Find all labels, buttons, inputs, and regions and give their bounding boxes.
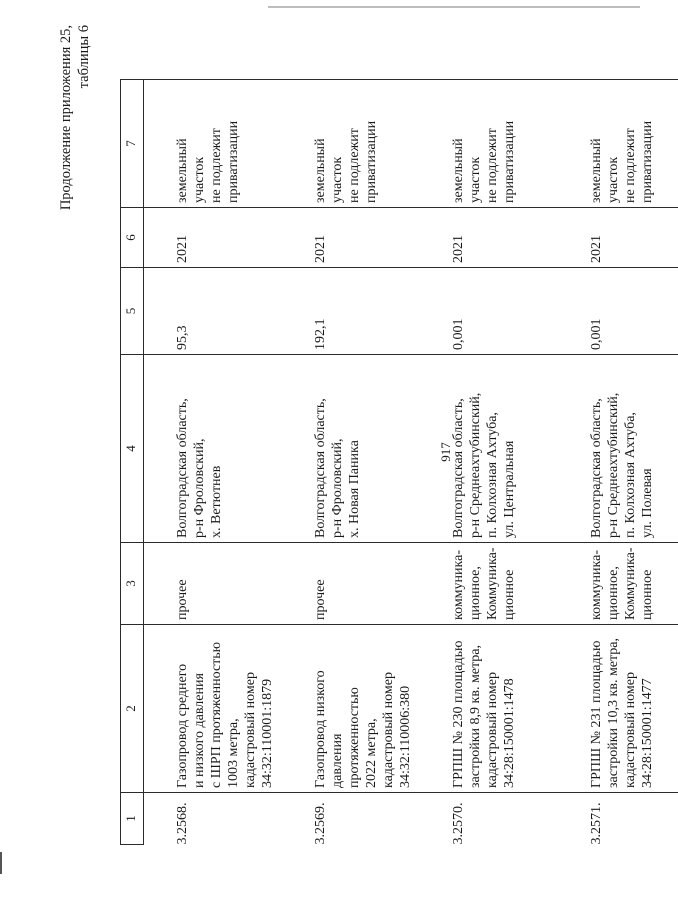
object-name-line: протяженностью: [347, 687, 362, 788]
col-num-7: 7: [121, 80, 144, 208]
category-line: не подлежит: [347, 128, 362, 203]
address-line: р-н Среднеахтубинский,: [606, 392, 621, 538]
address-line: п. Колхозная Ахтуба,: [485, 412, 500, 538]
object-name-line: 34:28:150001:1478: [502, 678, 517, 788]
address-line: Волгоградская область,: [589, 398, 604, 538]
cell-address: [420, 355, 558, 543]
category-line: приватизации: [502, 120, 517, 203]
address-line: х. Новая Паника: [347, 440, 362, 538]
cell-object-name: [420, 625, 558, 793]
cell-year: 2021: [420, 208, 558, 268]
continuation-line-2: таблицы 6: [76, 25, 92, 89]
object-name-line: 2022 метра,: [364, 718, 379, 788]
purpose-line: ционное,: [606, 566, 621, 620]
category-line: приватизации: [226, 120, 241, 203]
property-table: [120, 79, 678, 845]
cell-purpose: [144, 543, 283, 625]
object-name-line: кадастровый номер: [623, 672, 638, 788]
category-line: участок: [330, 156, 345, 203]
object-name-line: кадастровый номер: [381, 672, 396, 788]
cell-object-name: [282, 625, 420, 793]
object-name-line: давления: [330, 733, 345, 788]
cell-category: [144, 80, 283, 208]
cell-row-number: 3.2570.: [420, 793, 558, 845]
cell-address: [558, 355, 678, 543]
cell-year: 2021: [282, 208, 420, 268]
cell-row-number: 3.2569.: [282, 793, 420, 845]
purpose-line: Коммуника-: [623, 547, 638, 620]
purpose-line: ционное,: [468, 566, 483, 620]
cell-year: 2021: [144, 208, 283, 268]
cell-area: 0,001: [558, 268, 678, 355]
col-num-2: 2: [121, 625, 144, 793]
purpose-line: прочее: [175, 579, 190, 620]
category-line: земельный: [175, 138, 190, 203]
cell-address: [282, 355, 420, 543]
object-name-line: 1003 метра,: [226, 718, 241, 788]
address-line: р-н Среднеахтубинский,: [468, 392, 483, 538]
object-name-line: кадастровый номер: [485, 672, 500, 788]
address-line: Волгоградская область,: [175, 398, 190, 538]
object-name-line: застройки 10,3 кв. метра,: [606, 637, 621, 788]
table-row: [420, 80, 558, 845]
object-name-line: кадастровый номер: [243, 672, 258, 788]
table-row: [558, 80, 678, 845]
object-name-line: ГРПШ № 231 площадью: [589, 640, 604, 788]
col-num-1: 1: [121, 793, 144, 845]
col-num-3: 3: [121, 543, 144, 625]
continuation-header: [57, 25, 93, 285]
cell-purpose: [282, 543, 420, 625]
cell-address: [144, 355, 283, 543]
cell-category: [282, 80, 420, 208]
category-line: участок: [192, 156, 207, 203]
cell-purpose: [420, 543, 558, 625]
category-line: участок: [468, 156, 483, 203]
address-line: р-н Фроловский,: [192, 438, 207, 538]
address-line: Волгоградская область,: [451, 398, 466, 538]
continuation-line-1: Продолжение приложения 25,: [58, 25, 74, 211]
category-line: земельный: [451, 138, 466, 203]
cell-object-name: [558, 625, 678, 793]
purpose-line: коммуника-: [589, 550, 604, 620]
object-name-line: с ШРП протяженностью: [209, 641, 224, 788]
object-name-line: и низкого давления: [192, 673, 207, 788]
object-name-line: Газопровод низкого: [313, 670, 328, 788]
cell-area: 95,3: [144, 268, 283, 355]
address-line: х. Ветютнев: [209, 465, 224, 538]
table-row: [282, 80, 420, 845]
object-name-line: Газопровод среднего: [175, 663, 190, 788]
category-line: участок: [606, 156, 621, 203]
purpose-line: ционное: [502, 569, 517, 620]
purpose-line: прочее: [313, 579, 328, 620]
cell-area: 0,001: [420, 268, 558, 355]
cell-object-name: [144, 625, 283, 793]
column-number-row: [121, 80, 144, 845]
address-line: Волгоградская область,: [313, 398, 328, 538]
purpose-line: ционное: [640, 569, 655, 620]
category-line: не подлежит: [623, 128, 638, 203]
cell-purpose: [558, 543, 678, 625]
col-num-6: 6: [121, 208, 144, 268]
page-number: 917: [438, 442, 453, 462]
object-name-line: ГРПШ № 230 площадью: [451, 640, 466, 788]
address-line: п. Колхозная Ахтуба,: [623, 412, 638, 538]
col-num-4: 4: [121, 355, 144, 543]
object-name-line: 34:32:110006:380: [398, 685, 413, 788]
category-line: не подлежит: [485, 128, 500, 203]
category-line: земельный: [313, 138, 328, 203]
address-line: ул. Центральная: [502, 440, 517, 538]
col-num-5: 5: [121, 268, 144, 355]
table-row: [144, 80, 283, 845]
address-line: р-н Фроловский,: [330, 438, 345, 538]
object-name-line: застройки 8,9 кв. метра,: [468, 644, 483, 788]
purpose-line: коммуника-: [451, 550, 466, 620]
cell-row-number: 3.2568.: [144, 793, 283, 845]
cell-year: 2021: [558, 208, 678, 268]
category-line: земельный: [589, 138, 604, 203]
category-line: приватизации: [640, 120, 655, 203]
address-line: ул. Полевая: [640, 468, 655, 538]
object-name-line: 34:32:110001:1879: [260, 678, 275, 788]
cell-category: [558, 80, 678, 208]
category-line: приватизации: [364, 120, 379, 203]
purpose-line: Коммуника-: [485, 547, 500, 620]
cell-category: [420, 80, 558, 208]
cell-area: 192,1: [282, 268, 420, 355]
object-name-line: 34:28:150001:1477: [640, 678, 655, 788]
category-line: не подлежит: [209, 128, 224, 203]
cell-row-number: 3.2571.: [558, 793, 678, 845]
